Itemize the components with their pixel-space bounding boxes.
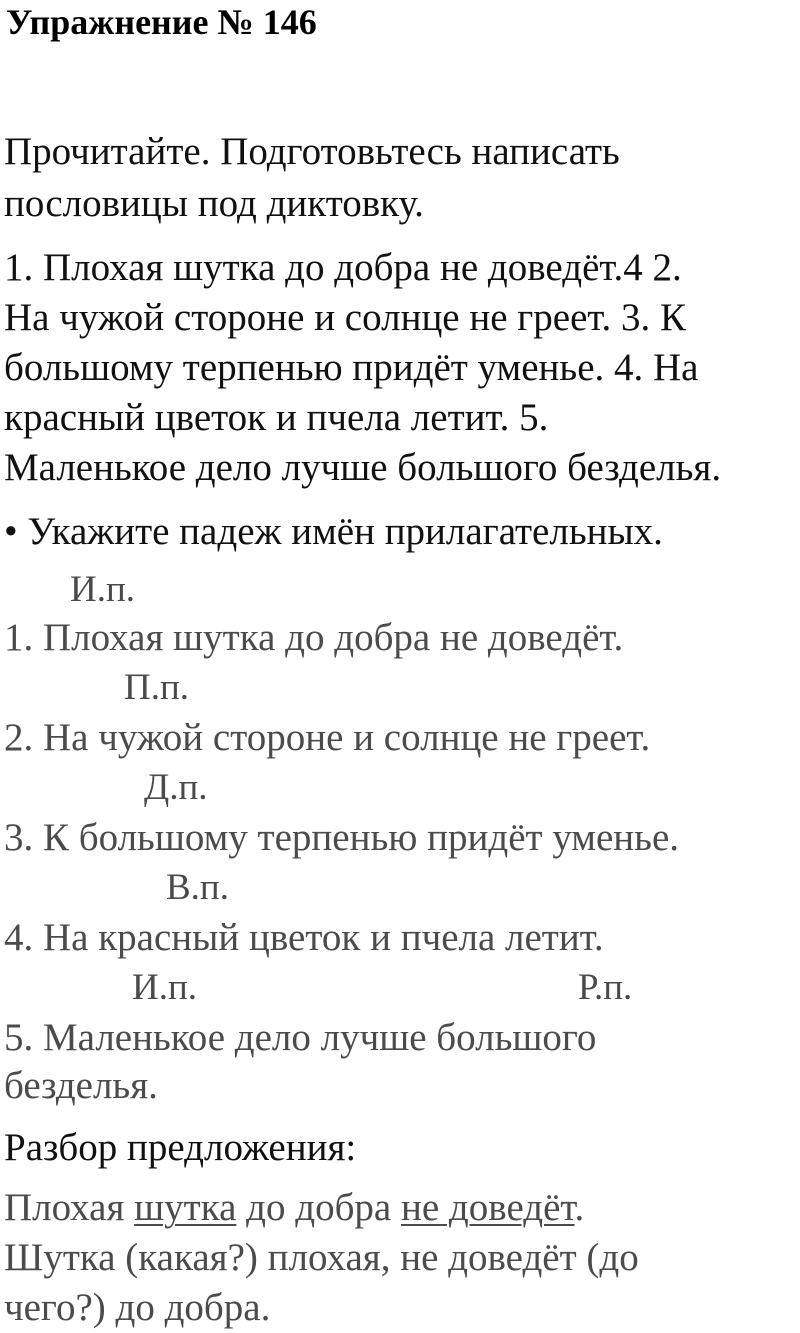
case-label-2: П.п. [124, 667, 190, 708]
sentence-end: . [574, 1186, 585, 1229]
predicate-word: не доведёт [400, 1186, 575, 1229]
case-label-3: Д.п. [144, 767, 208, 808]
exercise-title: Упражнение № 146 [6, 2, 317, 42]
task-line-2: пословицы под диктовку. [4, 182, 424, 225]
answer-5-line-2: безделья. [4, 1064, 158, 1107]
answer-3: 3. К большому терпенью придёт уменье. [4, 816, 680, 859]
case-label-1: И.п. [70, 569, 136, 610]
sentence-part: Плохая [4, 1186, 135, 1229]
case-label-5b: Р.п. [578, 967, 633, 1008]
answer-1: 1. Плохая шутка до добра не доведёт. [4, 616, 624, 659]
analysis-line-2: Шутка (какая?) плохая, не доведёт (до [4, 1236, 639, 1279]
case-label-5a: И.п. [132, 967, 198, 1008]
proverbs-line-4: красный цветок и пчела летит. 5. [4, 396, 549, 439]
task-line-1: Прочитайте. Подготовьтесь написать [4, 130, 620, 173]
subject-word: шутка [134, 1186, 237, 1229]
proverbs-line-5: Маленькое дело лучше большого безделья. [4, 446, 722, 489]
case-label-4: В.п. [166, 867, 229, 908]
answer-5-line-1: 5. Маленькое дело лучше большого [4, 1016, 597, 1059]
sentence-part: до добра [236, 1186, 401, 1229]
answer-2: 2. На чужой стороне и солнце не греет. [4, 716, 651, 759]
answer-4: 4. На красный цветок и пчела летит. [4, 916, 604, 959]
analysis-heading: Разбор предложения: [4, 1126, 357, 1169]
proverbs-line-2: На чужой стороне и солнце не греет. 3. К [4, 296, 687, 339]
proverbs-line-1: 1. Плохая шутка до добра не доведёт.4 2. [4, 246, 682, 289]
bullet-task: • Укажите падеж имён прилагательных. [4, 510, 663, 553]
proverbs-line-3: большому терпенью придёт уменье. 4. На [4, 346, 699, 389]
analysis-sentence [4, 1182, 584, 1233]
analysis-line-3: чего?) до добра. [4, 1286, 271, 1329]
